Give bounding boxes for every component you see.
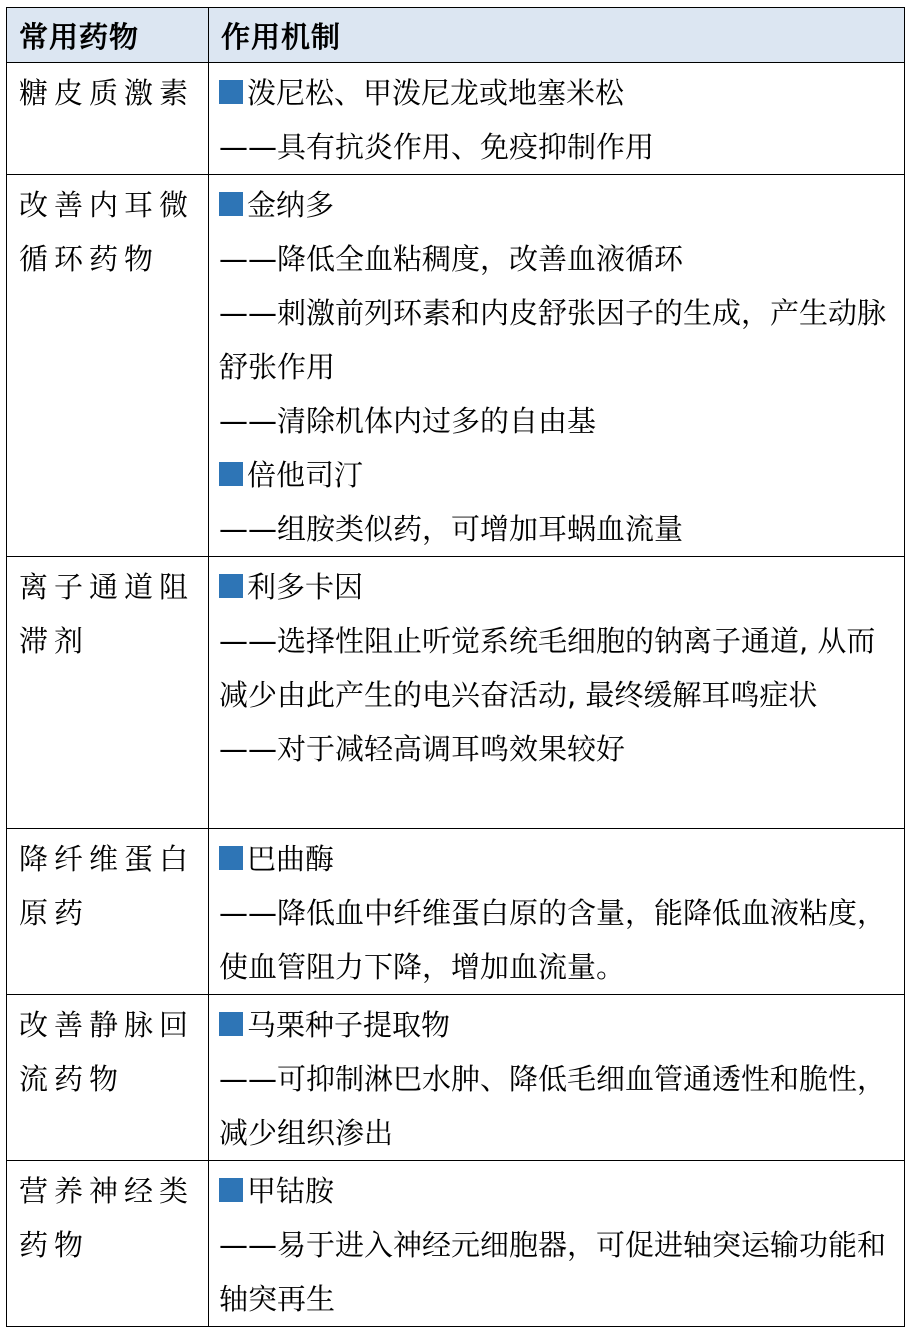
blue-square-icon <box>219 574 243 598</box>
mechanism-note: ——降低全血粘稠度，改善血液循环 <box>219 242 684 276</box>
drug-class-cell: 糖皮质激素 <box>7 63 209 175</box>
drug-name: 甲钴胺 <box>219 1164 896 1218</box>
table-row <box>7 995 905 1161</box>
mechanism-note: ——具有抗炎作用、免疫抑制作用 <box>219 130 655 164</box>
table-row <box>7 557 905 829</box>
mechanism-cell <box>209 175 905 557</box>
blue-square-icon <box>219 1012 243 1036</box>
mechanism-note: ——刺激前列环素和内皮舒张因子的生成，产生动脉舒张作用 <box>219 296 887 384</box>
blue-square-icon <box>219 192 243 216</box>
mechanism-note: ——组胺类似药，可增加耳蜗血流量 <box>219 512 684 546</box>
blue-square-icon <box>219 462 243 486</box>
drug-class-cell: 改善内耳微循环药物 <box>7 175 209 557</box>
mechanism-cell <box>209 995 905 1161</box>
drug-class-cell: 改善静脉回流药物 <box>7 995 209 1161</box>
header-mechanism: 作用机制 <box>209 8 905 63</box>
table-row <box>7 175 905 557</box>
mechanism-note: ——降低血中纤维蛋白原的含量，能降低血液粘度，使血管阻力下降，增加血流量。 <box>219 896 887 984</box>
mechanism-note: ——可抑制淋巴水肿、降低毛细血管通透性和脆性，减少组织渗出 <box>219 1062 887 1150</box>
header-row <box>7 8 905 63</box>
table-row <box>7 63 905 175</box>
mechanism-cell <box>209 1161 905 1327</box>
mechanism-cell <box>209 63 905 175</box>
drug-name: 倍他司汀 <box>219 448 896 502</box>
blue-square-icon <box>219 1178 243 1202</box>
mechanism-note: ——对于减轻高调耳鸣效果较好 <box>219 732 626 766</box>
mechanism-note: ——易于进入神经元细胞器，可促进轴突运输功能和轴突再生 <box>219 1228 887 1316</box>
drug-mechanism-table <box>6 7 905 1327</box>
drug-name: 金纳多 <box>219 178 896 232</box>
header-drug-class: 常用药物 <box>7 8 209 63</box>
drug-name: 巴曲酶 <box>219 832 896 886</box>
drug-class-cell: 降纤维蛋白原药 <box>7 829 209 995</box>
drug-class-cell: 营养神经类药物 <box>7 1161 209 1327</box>
table-row <box>7 1161 905 1327</box>
drug-name: 马栗种子提取物 <box>219 998 896 1052</box>
blue-square-icon <box>219 80 243 104</box>
mechanism-cell <box>209 557 905 829</box>
mechanism-cell <box>209 829 905 995</box>
drug-class-cell: 离子通道阻滞剂 <box>7 557 209 829</box>
blue-square-icon <box>219 846 243 870</box>
drug-name: 利多卡因 <box>219 560 896 614</box>
table-row <box>7 829 905 995</box>
drug-name: 泼尼松、甲泼尼龙或地塞米松 <box>219 66 896 120</box>
mechanism-note: ——清除机体内过多的自由基 <box>219 404 597 438</box>
mechanism-note: ——选择性阻止听觉系统毛细胞的钠离子通道, 从而减少由此产生的电兴奋活动, 最终缓解耳鸣症状 <box>219 624 876 712</box>
